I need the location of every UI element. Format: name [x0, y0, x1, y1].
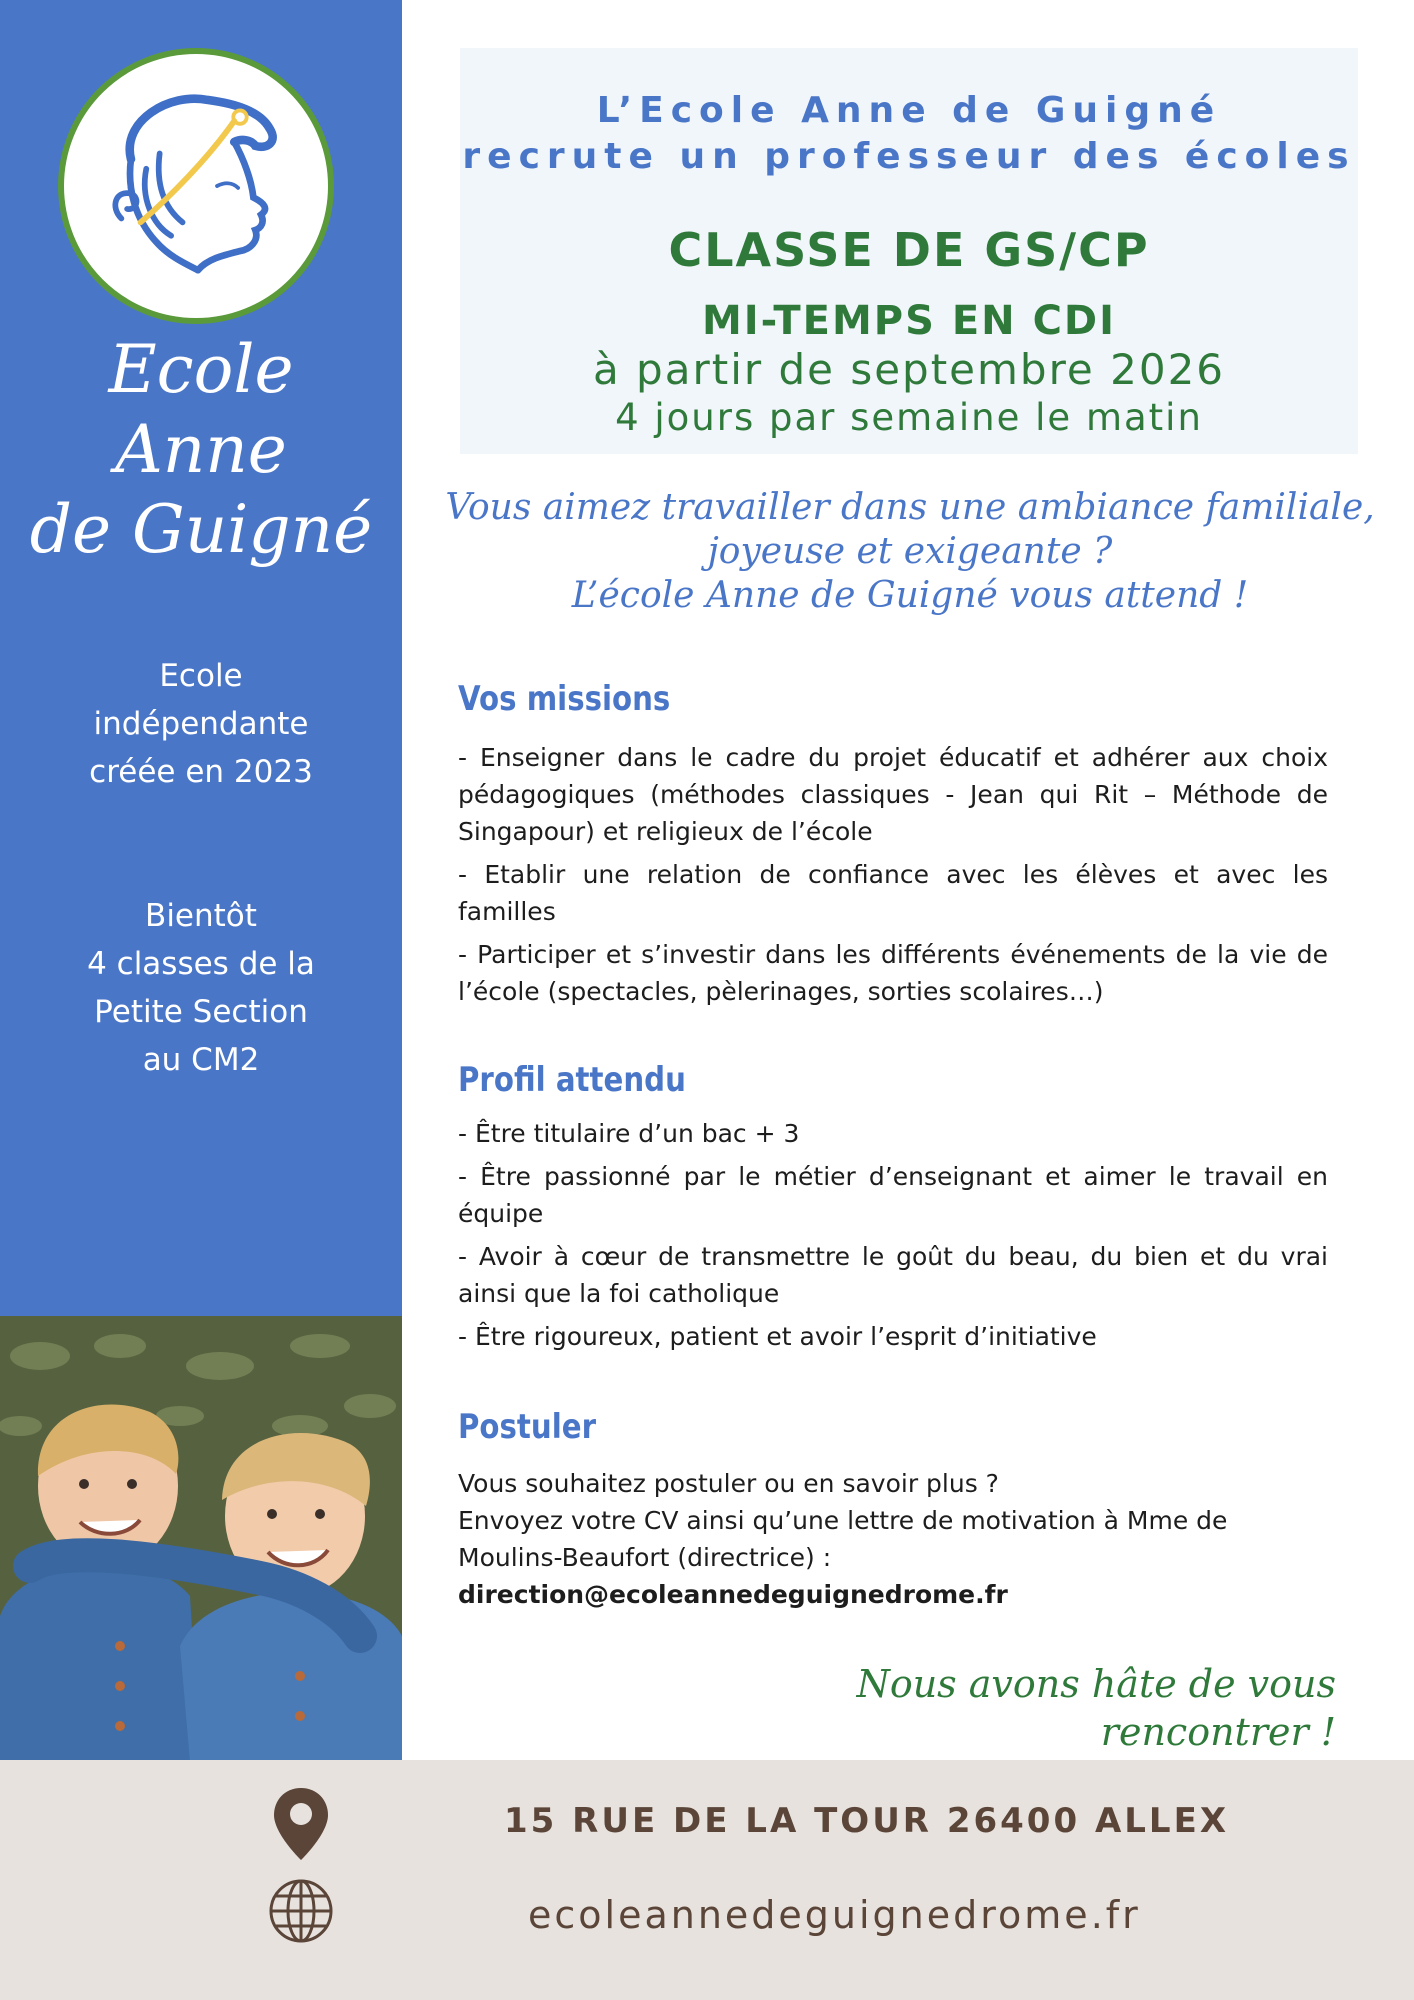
list-item: - Participer et s’investir dans les différents événements de la vie de l’école (spectacles, pèlerinages, sorties scolaires…)	[458, 940, 1328, 1006]
list-item: - Être rigoureux, patient et avoir l’esprit d’initiative	[458, 1322, 1097, 1351]
address: 15 RUE DE LA TOUR 26400 ALLEX	[504, 1801, 1230, 1841]
list-item: - Enseigner dans le cadre du projet éducatif et adhérer aux choix pédagogiques (méthodes classiques - Jean qui Rit – Méthode de Singapour) et religieux de l’école	[458, 743, 1328, 846]
tagline-line: Vous aimez travailler dans une ambiance familiale,	[445, 487, 1375, 528]
closing-message: Nous avons hâte de vous rencontrer !	[856, 1662, 1336, 1754]
info-line: au CM2	[142, 1042, 260, 1078]
map-pin-icon	[272, 1786, 330, 1862]
list-item: - Etablir une relation de confiance avec les élèves et avec les familles	[458, 860, 1328, 926]
school-name-line: de Guigné	[29, 491, 373, 568]
two-children-photo	[0, 1316, 402, 1762]
list-item: - Être passionné par le métier d’enseignant et aimer le travail en équipe	[458, 1162, 1328, 1228]
girl-profile-logo-icon	[64, 54, 328, 318]
postuler-text	[458, 1465, 1328, 1613]
postuler-title: Postuler	[458, 1407, 597, 1447]
list-item: - Avoir à cœur de transmettre le goût du beau, du bien et du vrai ainsi que la foi catholique	[458, 1242, 1328, 1308]
profil-list	[458, 1115, 1328, 1361]
website-link[interactable]: ecoleannedeguignedrome.fr	[528, 1893, 1141, 1937]
school-info-block	[0, 652, 402, 796]
class-title: CLASSE DE GS/CP	[668, 223, 1150, 277]
info-line: créée en 2023	[89, 754, 313, 790]
footer	[0, 1760, 1414, 2000]
info-line: Ecole	[159, 658, 243, 694]
list-item: - Être titulaire d’un bac + 3	[458, 1119, 800, 1148]
contract-type: MI-TEMPS EN CDI	[701, 298, 1117, 344]
children-photo	[0, 1316, 402, 1762]
info-line: Petite Section	[94, 994, 308, 1030]
info-line: Bientôt	[145, 898, 257, 934]
schedule: 4 jours par semaine le matin	[615, 396, 1203, 439]
school-name-line: Anne	[115, 411, 287, 488]
info-line: indépendante	[93, 706, 309, 742]
tagline-line: L’école Anne de Guigné vous attend !	[571, 575, 1249, 616]
header-line-2: recrute un professeur des écoles	[462, 136, 1356, 177]
classes-info-block	[0, 892, 402, 1084]
postuler-line: Moulins-Beaufort (directrice) :	[458, 1543, 832, 1572]
sidebar	[0, 0, 402, 1316]
postuler-line: Vous souhaitez postuler ou en savoir plus ?	[458, 1469, 999, 1498]
contact-email-link[interactable]: direction@ecoleannedeguignedrome.fr	[458, 1580, 1008, 1609]
info-line: 4 classes de la	[87, 946, 315, 982]
tagline	[440, 486, 1380, 618]
school-name	[0, 330, 402, 570]
school-name-line: Ecole	[108, 331, 294, 408]
header-line-1: L’Ecole Anne de Guigné	[596, 90, 1222, 131]
globe-icon	[268, 1878, 334, 1944]
profil-title: Profil attendu	[458, 1060, 686, 1100]
job-header	[460, 48, 1358, 454]
missions-title: Vos missions	[458, 679, 671, 719]
start-date: à partir de septembre 2026	[592, 345, 1226, 394]
missions-list	[458, 739, 1328, 1016]
postuler-line: Envoyez votre CV ainsi qu’une lettre de motivation à Mme de	[458, 1506, 1228, 1535]
tagline-line: joyeuse et exigeante ?	[707, 531, 1113, 572]
school-logo	[58, 48, 334, 324]
